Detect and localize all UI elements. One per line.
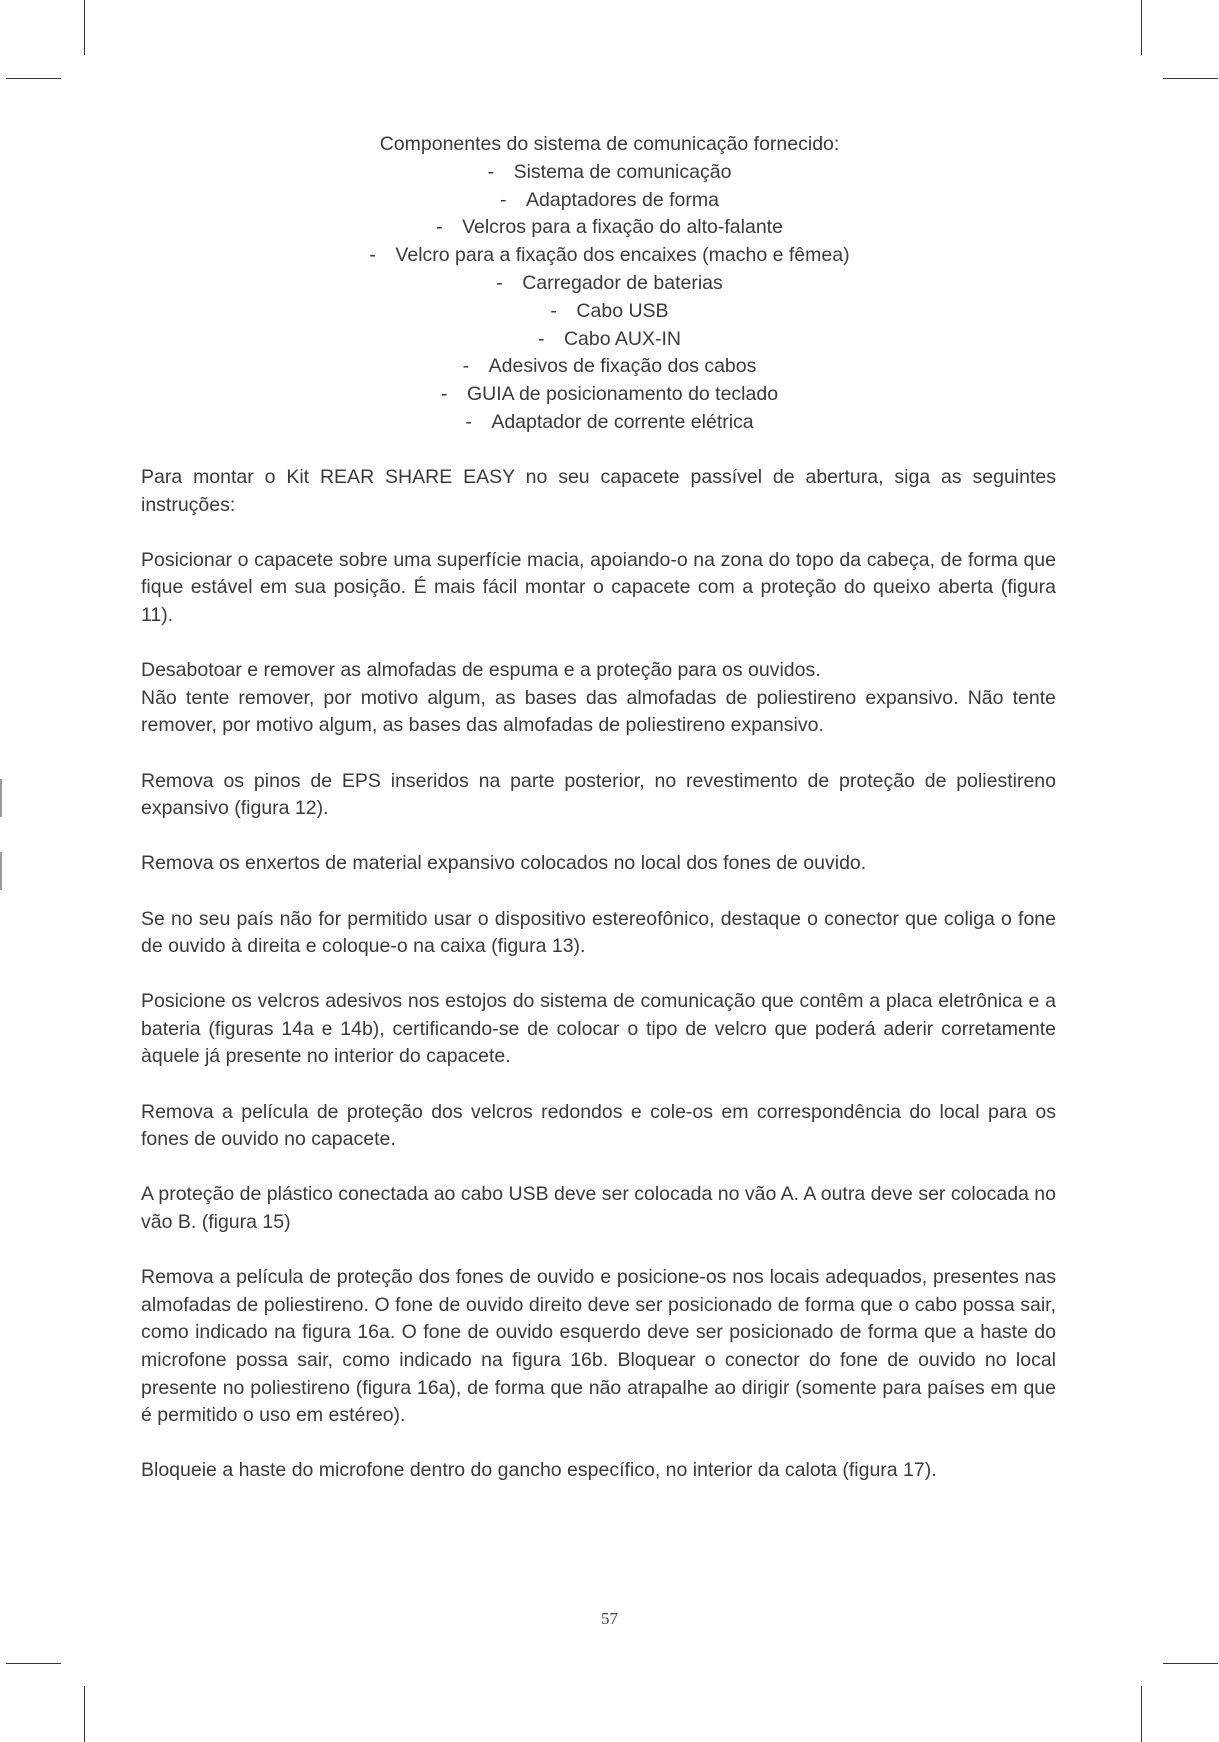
paragraph-position-helmet: Posicionar o capacete sobre uma superfície macia, apoiando-o na zona do topo da cabeça, de forma que fique estável em sua posição. É mais fácil montar o capacete com a proteção do queixo aberta (figura 11). xyxy=(141,548,1056,626)
page-number: 57 xyxy=(601,1609,618,1628)
bullet-dash: - xyxy=(369,244,376,267)
paragraph-usb-protection: A proteção de plástico conectada ao cabo USB deve ser colocada no vão A. A outra deve ser colocada no vão B. (figura 15) xyxy=(141,1183,1056,1234)
list-item xyxy=(0,409,1219,437)
list-item-text: Cabo USB xyxy=(576,299,669,322)
paragraph-microphone: Bloqueie a haste do microfone dentro do gancho específico, no interior da calota (figura 17). xyxy=(141,1459,937,1482)
list-item xyxy=(0,187,1219,215)
paragraph-headphones: Remova a película de proteção dos fones de ouvido e posicione-os nos locais adequados, presentes nas almofadas de poliestireno. O fone de ouvido direito deve ser posicionado de forma que o cabo possa sair, como indicado na figura 16a. O fone de ouvido esquerdo deve ser posicionado de forma que a haste do microfone possa sair, como indicado na figura 16b. Bloquear o conector do fone de ouvido no local presente no poliestireno (figura 16a), de forma que não atrapalhe ao dirigir (somente para países em que é permitido o uso em estéreo). xyxy=(141,1266,1056,1427)
bullet-dash: - xyxy=(537,327,545,350)
components-heading: Componentes do sistema de comunicação fornecido: xyxy=(379,133,840,155)
bullet-dash: - xyxy=(462,355,470,378)
list-item xyxy=(0,326,1219,354)
bullet-dash: - xyxy=(440,383,448,406)
paragraph-stereo: Se no seu país não for permitido usar o dispositivo estereofônico, destaque o conector que coliga o fone de ouvido à direita e coloque-o na caixa (figura 13). xyxy=(141,907,1056,958)
crop-mark-bottom-right-horizontal xyxy=(1163,1663,1218,1664)
list-item-text: Cabo AUX-IN xyxy=(563,327,682,350)
list-item-text: Adaptador de corrente elétrica xyxy=(491,410,754,433)
paragraph-velcro-cases: Posicione os velcros adesivos nos estojos do sistema de comunicação que contêm a placa eletrônica e a bateria (figuras 14a e 14b), certificando-se de colocar o tipo de velcro que poderá aderir corretamente àquele já presente no interior do capacete. xyxy=(141,990,1056,1068)
components-list xyxy=(0,159,1219,437)
list-item xyxy=(0,381,1219,409)
list-item xyxy=(0,159,1219,187)
list-item xyxy=(0,242,1219,270)
list-item-text: Sistema de comunicação xyxy=(513,160,732,183)
instructions-body xyxy=(141,464,1056,1513)
list-item-text: Adesivos de fixação dos cabos xyxy=(488,355,757,378)
edge-tick xyxy=(0,779,2,817)
bullet-dash: - xyxy=(496,271,503,294)
paragraph-remove-inserts: Remova os enxertos de material expansivo colocados no local dos fones de ouvido. xyxy=(141,852,867,875)
crop-mark-bottom-right-vertical xyxy=(1141,1686,1142,1742)
list-item-text: Adaptadores de forma xyxy=(526,188,719,211)
paragraph-round-velcros: Remova a película de proteção dos velcros redondos e cole-os em correspondência do local para os fones de ouvido no capacete. xyxy=(141,1100,1056,1151)
list-item-text: Carregador de baterias xyxy=(522,271,723,294)
list-item xyxy=(0,214,1219,242)
paragraph-remove-eps-pins: Remova os pinos de EPS inseridos na parte posterior, no revestimento de proteção de poliestireno expansivo (figura 12). xyxy=(141,769,1056,820)
edge-tick xyxy=(0,852,2,890)
components-section xyxy=(0,131,1219,437)
paragraph-intro: Para montar o Kit REAR SHARE EASY no seu capacete passível de abertura, siga as seguintes instruções: xyxy=(141,466,1056,516)
bullet-dash: - xyxy=(500,188,507,211)
crop-mark-bottom-left-vertical xyxy=(84,1686,85,1742)
crop-mark-top-left-vertical xyxy=(84,0,85,55)
crop-mark-top-right-vertical xyxy=(1141,0,1142,55)
crop-mark-top-right-horizontal xyxy=(1163,78,1218,79)
crop-mark-bottom-left-horizontal xyxy=(6,1663,61,1664)
paragraph-warning-bases: Não tente remover, por motivo algum, as bases das almofadas de poliestireno expansivo. Não tente remover, por motivo algum, as bases das almofadas de poliestireno expansivo. xyxy=(141,686,1056,737)
list-item xyxy=(0,353,1219,381)
list-item xyxy=(0,298,1219,326)
crop-mark-top-left-horizontal xyxy=(6,78,61,79)
bullet-dash: - xyxy=(465,410,472,433)
bullet-dash: - xyxy=(550,299,557,322)
list-item-text: GUIA de posicionamento do teclado xyxy=(466,383,779,406)
list-item xyxy=(0,270,1219,298)
list-item-text: Velcro para a fixação dos encaixes (macho e fêmea) xyxy=(395,244,850,267)
list-item-text: Velcros para a fixação do alto-falante xyxy=(462,216,783,239)
bullet-dash: - xyxy=(436,216,443,239)
bullet-dash: - xyxy=(487,160,495,183)
paragraph-remove-pads: Desabotoar e remover as almofadas de espuma e a proteção para os ouvidos. xyxy=(141,659,821,682)
